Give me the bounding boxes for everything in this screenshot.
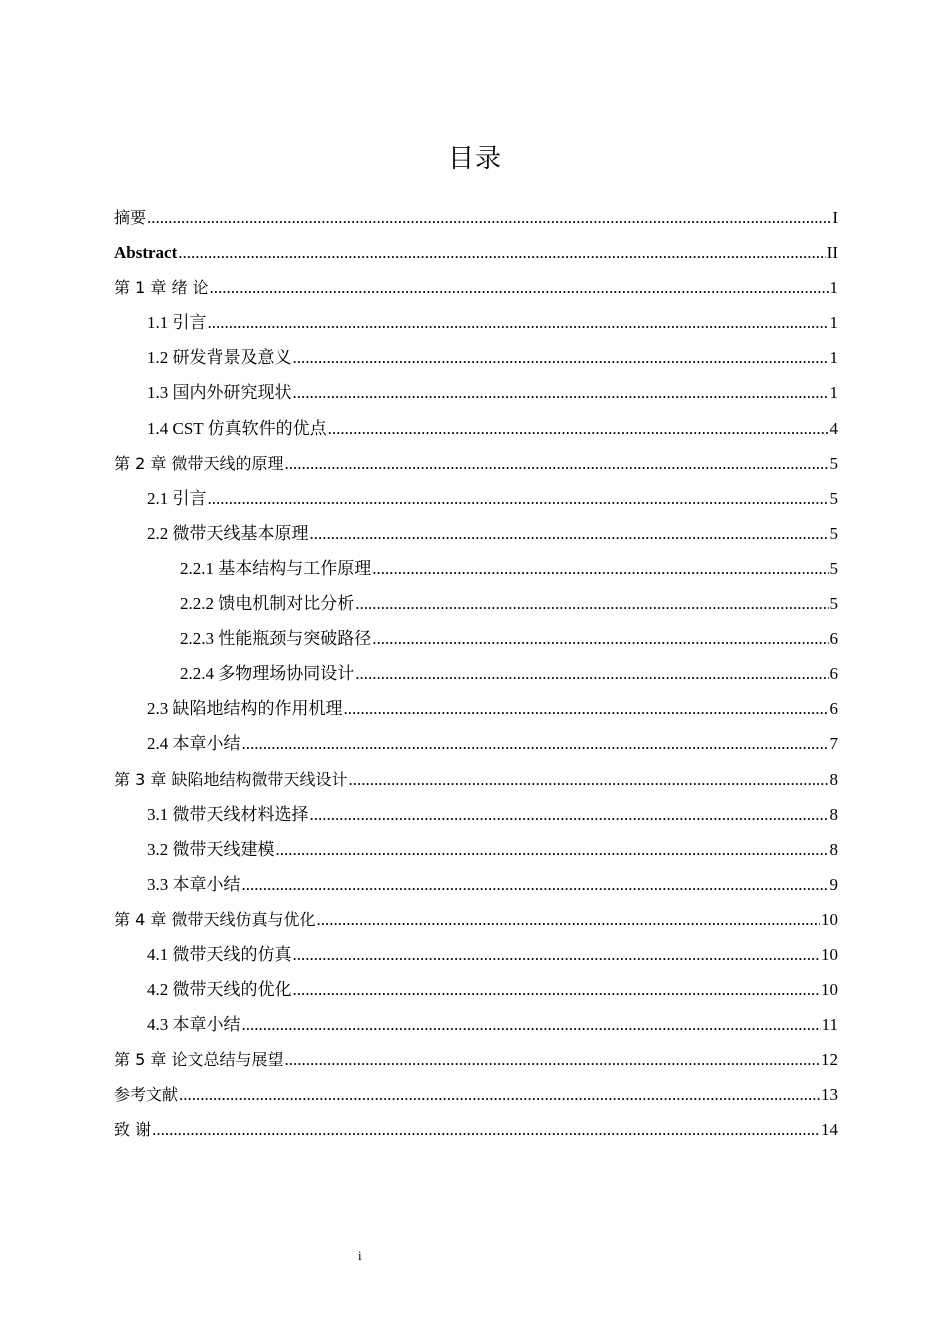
toc-entry-page: 8 <box>829 804 838 824</box>
toc-entry-label: 2.2.1 基本结构与工作原理 <box>180 558 372 578</box>
toc-entry[interactable] <box>114 305 838 340</box>
toc-entry-page: 13 <box>821 1085 838 1105</box>
toc-entry[interactable] <box>114 235 838 270</box>
toc-entry-page: 1 <box>829 348 838 368</box>
toc-dot-leader <box>293 937 821 972</box>
toc-entry-page: 1 <box>829 383 838 403</box>
toc-entry[interactable] <box>114 551 838 586</box>
toc-entry[interactable] <box>114 200 838 235</box>
toc-entry-label: 4.3 本章小结 <box>147 1015 241 1035</box>
toc-entry-page: 6 <box>829 664 838 684</box>
toc-dot-leader <box>372 551 828 586</box>
toc-entry-page: 6 <box>829 629 838 649</box>
page-title: 目录 <box>447 144 502 174</box>
toc-dot-leader <box>210 270 829 305</box>
toc-entry-page: 6 <box>829 699 838 719</box>
toc-entry[interactable] <box>114 656 838 691</box>
toc-dot-leader <box>293 972 821 1007</box>
toc-entry[interactable] <box>114 481 838 516</box>
toc-entry-label: 第 4 章 微带天线仿真与优化 <box>114 909 316 929</box>
toc-dot-leader <box>242 867 829 902</box>
toc-entry-page: 5 <box>829 523 838 543</box>
toc-entry-label: 2.2.2 馈电机制对比分析 <box>180 594 355 614</box>
toc-entry-label: 第 2 章 微带天线的原理 <box>114 453 284 473</box>
toc-entry-label: 1.1 引言 <box>147 313 207 333</box>
toc-entry-label: 2.4 本章小结 <box>147 734 241 754</box>
toc-entry[interactable] <box>114 867 838 902</box>
toc-dot-leader <box>242 1007 821 1042</box>
toc-entry-page: 12 <box>821 1050 838 1070</box>
toc-dot-leader <box>348 762 828 797</box>
toc-entry-page: 14 <box>821 1120 838 1140</box>
table-of-contents <box>114 200 838 1148</box>
toc-entry-label: 摘要 <box>114 208 147 227</box>
toc-dot-leader <box>355 586 828 621</box>
toc-dot-leader <box>276 832 829 867</box>
toc-dot-leader <box>147 200 831 235</box>
toc-entry[interactable] <box>114 726 838 761</box>
toc-entry[interactable] <box>114 762 838 797</box>
toc-entry-label: 1.3 国内外研究现状 <box>147 383 292 403</box>
toc-entry-page: 11 <box>821 1015 838 1035</box>
toc-entry[interactable] <box>114 1112 838 1147</box>
toc-entry-label: 1.2 研发背景及意义 <box>147 348 292 368</box>
toc-entry[interactable] <box>114 1007 838 1042</box>
toc-dot-leader <box>179 1077 820 1112</box>
toc-entry[interactable] <box>114 797 838 832</box>
toc-dot-leader <box>355 656 828 691</box>
toc-entry-page: 7 <box>829 734 838 754</box>
toc-entry[interactable] <box>114 937 838 972</box>
toc-entry-label: 2.1 引言 <box>147 488 207 508</box>
toc-dot-leader <box>242 726 829 761</box>
toc-dot-leader <box>293 375 829 410</box>
toc-entry-label: 1.4 CST 仿真软件的优点 <box>147 418 327 438</box>
toc-entry[interactable] <box>114 832 838 867</box>
toc-dot-leader <box>310 516 829 551</box>
toc-entry[interactable] <box>114 902 838 937</box>
toc-entry[interactable] <box>114 375 838 410</box>
toc-dot-leader <box>310 797 829 832</box>
toc-entry-label: 2.3 缺陷地结构的作用机理 <box>147 699 343 719</box>
toc-entry[interactable] <box>114 1077 838 1112</box>
toc-dot-leader <box>344 691 829 726</box>
toc-entry-label: Abstract <box>114 243 178 263</box>
toc-entry-page: 1 <box>829 278 838 298</box>
toc-entry-page: 5 <box>829 453 838 473</box>
toc-entry[interactable] <box>114 621 838 656</box>
toc-entry-page: 5 <box>829 488 838 508</box>
toc-entry[interactable] <box>114 270 838 305</box>
toc-entry-page: 8 <box>829 769 838 789</box>
page-number: i <box>358 1248 362 1263</box>
toc-dot-leader <box>372 621 828 656</box>
toc-entry-label: 第 1 章 绪 论 <box>114 278 209 298</box>
toc-entry-label: 第 3 章 缺陷地结构微带天线设计 <box>114 769 348 789</box>
toc-dot-leader <box>293 340 829 375</box>
toc-entry[interactable] <box>114 411 838 446</box>
toc-entry-page: 1 <box>829 313 838 333</box>
toc-entry-page: 5 <box>829 558 838 578</box>
toc-entry-page: II <box>826 243 838 263</box>
toc-entry-label: 4.2 微带天线的优化 <box>147 980 292 1000</box>
toc-entry-label: 3.3 本章小结 <box>147 874 241 894</box>
toc-entry-label: 4.1 微带天线的仿真 <box>147 944 292 964</box>
toc-entry[interactable] <box>114 691 838 726</box>
toc-entry[interactable] <box>114 972 838 1007</box>
toc-dot-leader <box>178 235 825 270</box>
toc-entry-page: 5 <box>829 594 838 614</box>
toc-entry-page: 9 <box>829 874 838 894</box>
toc-entry-page: I <box>832 208 838 227</box>
toc-entry-page: 10 <box>821 944 838 964</box>
toc-entry-page: 10 <box>821 909 838 929</box>
toc-entry-label: 3.2 微带天线建模 <box>147 839 275 859</box>
toc-entry-label: 致 谢 <box>114 1120 152 1140</box>
toc-entry[interactable] <box>114 340 838 375</box>
toc-dot-leader <box>284 446 828 481</box>
toc-entry-label: 2.2 微带天线基本原理 <box>147 523 309 543</box>
toc-entry[interactable] <box>114 1042 838 1077</box>
toc-entry-page: 4 <box>829 418 838 438</box>
toc-entry[interactable] <box>114 516 838 551</box>
toc-entry[interactable] <box>114 446 838 481</box>
toc-entry[interactable] <box>114 586 838 621</box>
toc-dot-leader <box>284 1042 820 1077</box>
toc-dot-leader <box>316 902 820 937</box>
toc-entry-label: 2.2.3 性能瓶颈与突破路径 <box>180 629 372 649</box>
toc-dot-leader <box>208 481 829 516</box>
toc-entry-page: 10 <box>821 980 838 1000</box>
toc-entry-label: 参考文献 <box>114 1085 179 1105</box>
toc-dot-leader <box>328 411 829 446</box>
toc-entry-label: 第 5 章 论文总结与展望 <box>114 1050 284 1070</box>
toc-entry-label: 2.2.4 多物理场协同设计 <box>180 664 355 684</box>
toc-dot-leader <box>152 1112 820 1147</box>
toc-dot-leader <box>208 305 829 340</box>
toc-entry-label: 3.1 微带天线材料选择 <box>147 804 309 824</box>
toc-entry-page: 8 <box>829 839 838 859</box>
